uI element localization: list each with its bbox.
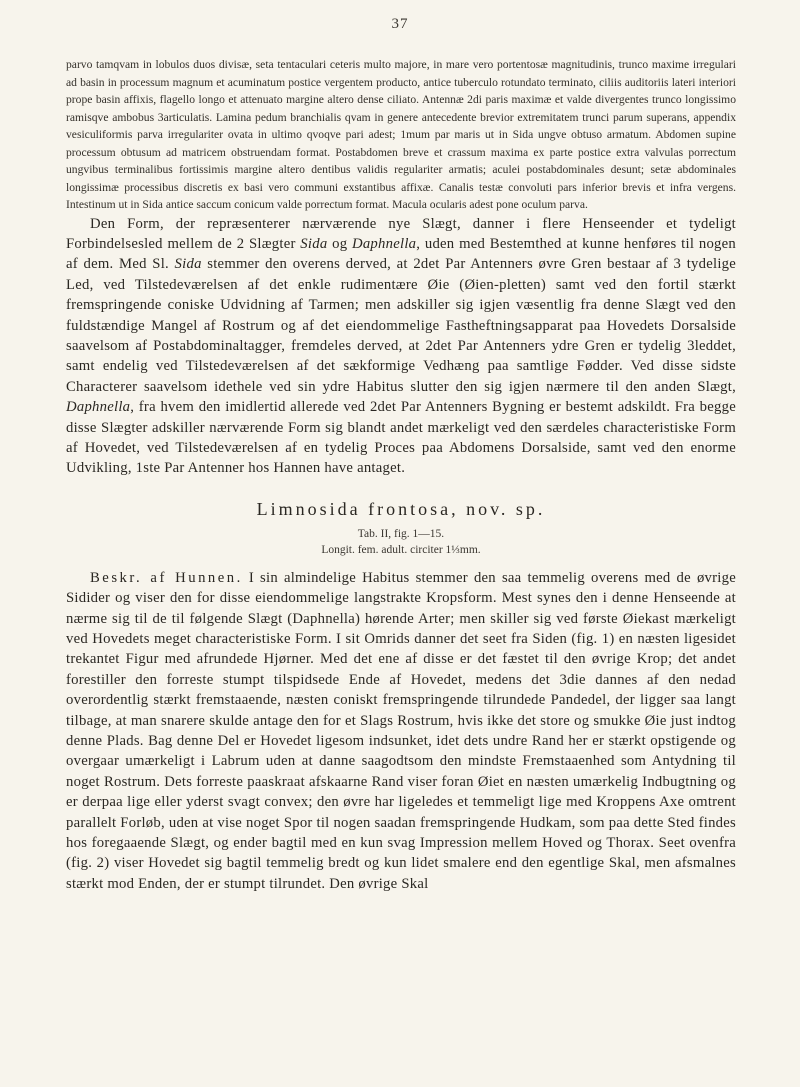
- genus-name-daphnella: Daphnella: [351, 235, 417, 252]
- genus-name-sida-2: Sida: [174, 256, 202, 273]
- species-heading: Limnosida frontosa, nov. sp.: [256, 498, 546, 519]
- intro-paragraph: [66, 214, 736, 479]
- female-description: [66, 568, 736, 895]
- page-body: [66, 56, 736, 894]
- intro-text-4: stemmer den overens derved, at 2det Par Antenners øvre Gren bestaar af 3 tydelige Led, ved Tilstedeværelsen af det enkle rudimentære Øie (Øien-pletten) samt ved den fortil stærkt fremspringende coniske Udvidning af Tarmen; men adskiller sig igjen væsentlig fra denne Slægt ved den fuldstændige Mangel af Rostrum og af det eiendommelige Fastheftningsapparat paa Hovedets Dorsalside saavelsom af Postabdominaltagger, fremdeles derved, at 2det Par Antenners ydre Gren er tydelig 3leddet, samt endelig ved Tilstedeværelsen af det sækformige Vedhæng paa samtlige Fødder. Ved disse sidste Characterer saavelsom idethele ved sin ydre Habitus slutter den sig igjen nærmere til den anden Slægt,: [66, 256, 737, 395]
- intro-text-3: , uden med Bestemthed at kunne henføres til nogen af dem. Med Sl.: [66, 235, 736, 273]
- description-label: Beskr. af Hunnen.: [90, 569, 243, 586]
- intro-text-2: og: [327, 235, 352, 252]
- description-body: I sin almindelige Habitus stemmer den saa temmelig overens med de øvrige Sidider og viser den for disse eiendommelige langstrakte Kropsform. Mest synes den i denne Henseende at nærme sig til de til følgende Slægt (Daphnella) hørende Arter; men skiller sig ved første Øiekast mærkeligt ved Hovedets meget characteristiske Form. I sit Omrids danner det seet fra Siden (fig. 1) en næsten ligesidet trekantet Figur med afrundede Hjørner. Med det ene af disse er det fæstet til den øvrige Krop; det andet forestiller den forreste stumpt tilspidsede Ende af Hovedet, medens det 3die dannes af den nedad overordentlig stærkt fremstaaende, næsten coniskt fremspringende tilrundede Pandedel, der ligger saa langt tilbage, at man snarere skulde antage den for et Slags Rostrum, hvis ikke det store og smukke Øie just indtog denne Plads. Bag denne Del er Hovedet ligesom indsunket, idet dets undre Rand her er stærkt opstigende og overgaar umærkeligt i Labrum uden at danne saagodtsom den mindste Fremstaaenhed som Antydning til noget Rostrum. Dets forreste paaskraat afskaarne Rand viser foran Øiet en næsten umærkelig Indbugtning og er derpaa lige eller yderst svagt convex; den øvre har ligeledes et temmeligt lige med Kroppens Axe omtrent parallelt Forløb, uden at vise noget Spor til nogen saadan fremspringende Hudkam, som paa dette Sted findes hos foregaaende Slægt, og ender bagtil med en kun svag Impression mellem Hoved og Thorax. Seet ovenfra (fig. 2) viser Hovedet sig bagtil temmelig bredt og kun lidet smalere end den egentlige Skal, men afsmalnes stærkt mod Enden, der er stumpt tilrundet. Den øvrige Skal: [66, 569, 736, 892]
- page-number: 37: [391, 16, 409, 32]
- size-note: Longit. fem. adult. circiter 1⅓mm.: [321, 543, 481, 556]
- genus-name-sida: Sida: [300, 235, 328, 252]
- genus-name-daphnella-2: Daphnella: [66, 399, 131, 416]
- intro-text-5: , fra hvem den imidlertid allerede ved 2det Par Antenners Bygning er bestemt adskildt. Fra begge disse Slægter adskiller nærværende Form sig blandt andet mærkeligt ved den særdeles characteristiske Form af Hovedet, ved Tilstedeværelsen af en tydelig Proces paa Abdomens Dorsalside, samt ved den enorme Udvikling, 1ste Par Antenner hos Hannen have antaget.: [66, 399, 736, 477]
- figure-reference: Tab. II, fig. 1—15.: [357, 527, 445, 540]
- intro-text-1: Den Form, der repræsenterer nærværende nye Slægt, danner i flere Henseender et tydeligt Forbindelsesled mellem de 2 Slægter: [66, 215, 736, 252]
- latin-diagnosis: parvo tamqvam in lobulos duos divisæ, seta tentaculari ceteris multo majore, in mare vero portentosæ magnitudinis, trunco maxime irregulari ad basin in processum magnum et acuminatum postice vergentem producto, antice tuberculo rotundato terminato, ciliis auditoriis lateri interiori prope basin affixis, flagello longo et attenuato margine altero dense ciliato. Antennæ 2di paris maximæ et valde divergentes trunco longissimo ramisqve ambobus 3articulatis. Lamina pedum branchialis qvam in genere antecedente brevior extremitatem trunci parum superans, appendix vesiculiformis parva irregulariter ovata in ultimo qvoqve pari adest; 1mum par maris ut in Sida ungve obtuso armatum. Abdomen supine processum obtusum ad matricem obstruendam format. Postabdomen breve et crassum maxima ex parte postice extra valvulas porrectum ungvibus terminalibus fortissimis margine altero dentibus validis regulariter armatis; aculei postabdominales desunt; setæ abdominales longissimæ processibus discretis ex basi vero communi exstantibus affixæ. Canalis testæ convoluti pars inferior brevis et infra vergens. Intestinum ut in Sida antice saccum conicum valde porrectum format. Macula ocularis adest pone oculum parva.: [66, 58, 736, 211]
